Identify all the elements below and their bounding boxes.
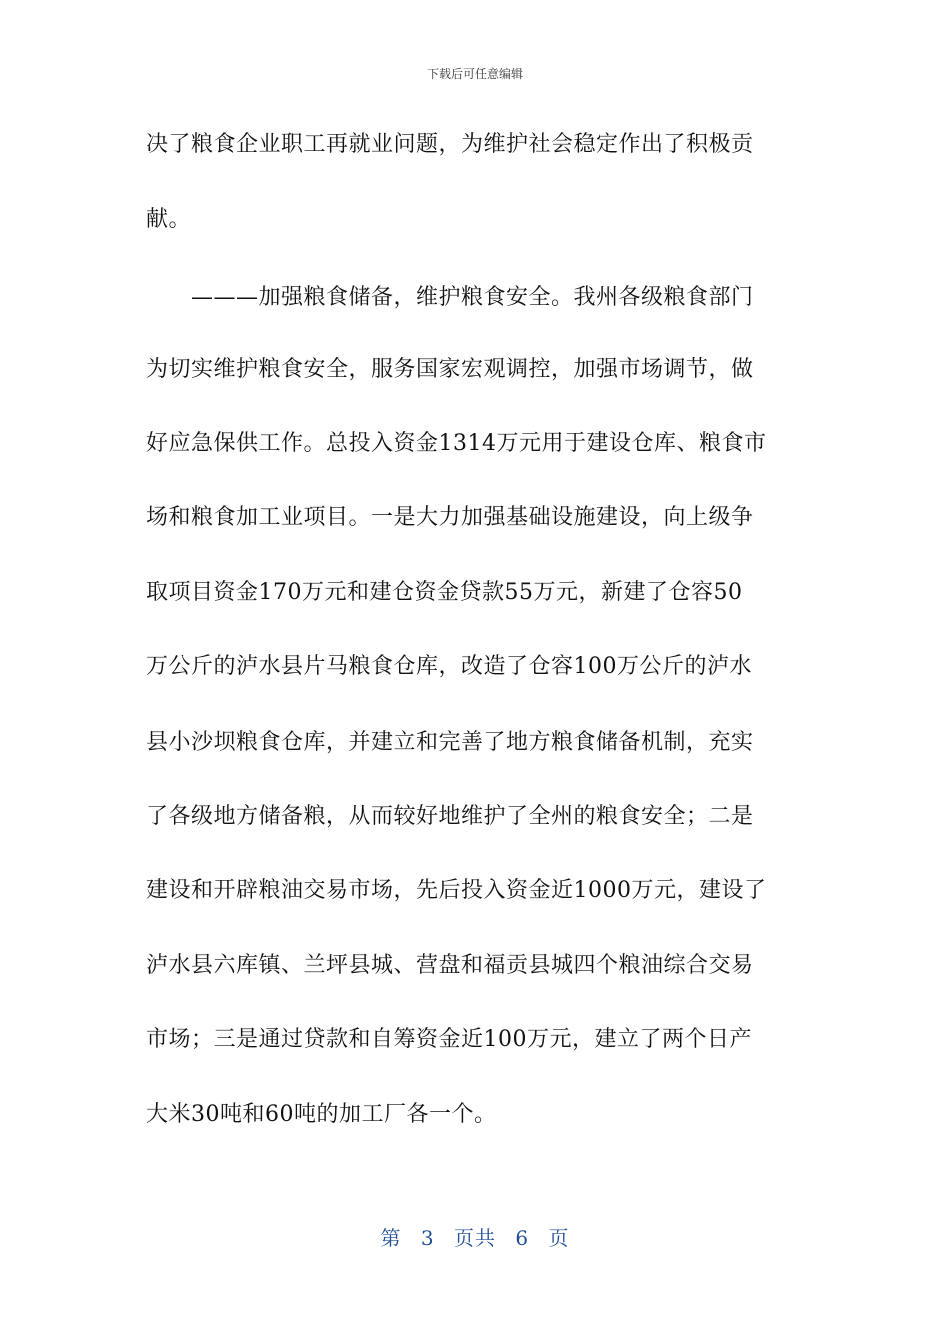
paragraph-line: 好应急保供工作。总投入资金1314万元用于建设仓库、粮食市 bbox=[146, 431, 767, 456]
paragraph-line: 泸水县六库镇、兰坪县城、营盘和福贡县城四个粮油综合交易 bbox=[146, 953, 754, 978]
paragraph-line: 献。 bbox=[146, 207, 192, 232]
total-pages-number: 6 bbox=[515, 1226, 530, 1250]
paragraph-line: 市场；三是通过贷款和自筹资金近100万元，建立了两个日产 bbox=[146, 1027, 752, 1052]
paragraph-line: 大米30吨和60吨的加工厂各一个。 bbox=[146, 1102, 497, 1127]
paragraph-line: 取项目资金170万元和建仓资金贷款55万元，新建了仓容50 bbox=[146, 580, 743, 605]
paragraph-line: 决了粮食企业职工再就业问题，为维护社会稳定作出了积极贡 bbox=[146, 132, 754, 157]
paragraph-line: 县小沙坝粮食仓库，并建立和完善了地方粮食储备机制，充实 bbox=[146, 730, 754, 755]
paragraph-line: 万公斤的泸水县片马粮食仓库，改造了仓容100万公斤的泸水 bbox=[146, 654, 752, 679]
page-footer bbox=[0, 1226, 950, 1250]
footer-middle: 页共 bbox=[454, 1226, 496, 1250]
page-header: 下载后可任意编辑 bbox=[426, 67, 523, 81]
footer-prefix: 第 bbox=[380, 1226, 402, 1250]
paragraph-line: 了各级地方储备粮，从而较好地维护了全州的粮食安全；二是 bbox=[146, 804, 754, 829]
paragraph-line: 建设和开辟粮油交易市场，先后投入资金近1000万元，建设了 bbox=[146, 878, 767, 903]
paragraph-line: ———加强粮食储备，维护粮食安全。我州各级粮食部门 bbox=[146, 285, 754, 310]
paragraph-line: 为切实维护粮食安全，服务国家宏观调控，加强市场调节，做 bbox=[146, 357, 754, 382]
footer-suffix: 页 bbox=[548, 1226, 570, 1250]
current-page-number: 3 bbox=[420, 1226, 435, 1250]
paragraph-line: 场和粮食加工业项目。一是大力加强基础设施建设，向上级争 bbox=[146, 505, 754, 530]
